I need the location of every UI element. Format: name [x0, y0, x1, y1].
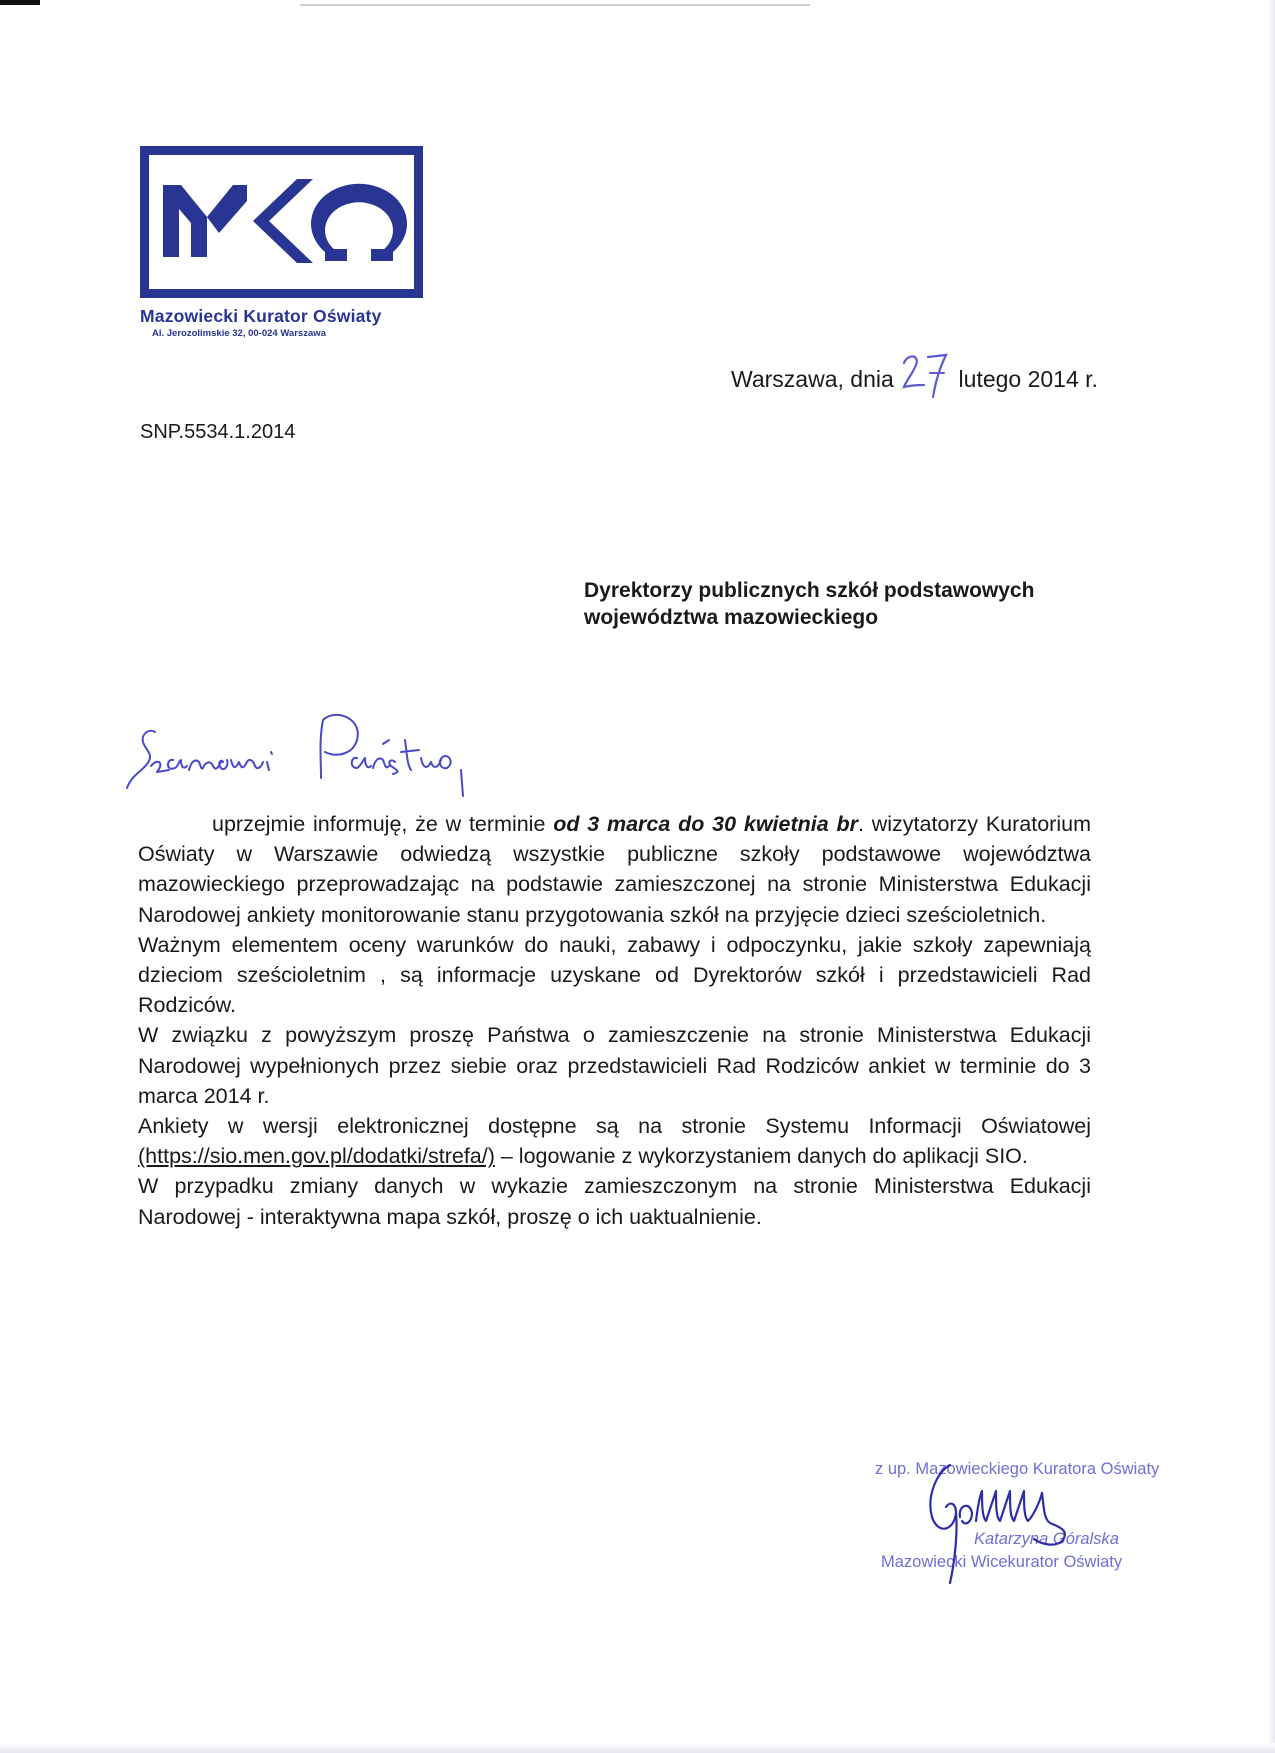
recipient-line-2: województwa mazowieckiego [584, 606, 879, 629]
paragraph-3: W związku z powyższym proszę Państwa o zamieszczenie na stronie Ministerstwa Edukacji Narodowej wypełnionych przez siebie oraz przedstawicieli Rad Rodziców ankiet w terminie do 3 marca 2014 r. [138, 1023, 1091, 1108]
signatory-name: Katarzyna Góralska [974, 1530, 1119, 1548]
org-name: Mazowiecki Kurator Oświaty [140, 306, 382, 326]
signatory-title: Mazowiecki Wicekurator Oświaty [881, 1553, 1123, 1571]
org-address: Al. Jerozolimskie 32, 00-024 Warszawa [152, 328, 326, 339]
sio-link[interactable]: (https://sio.men.gov.pl/dodatki/strefa/) [138, 1144, 495, 1169]
letter-body [138, 809, 1091, 1232]
paragraph-5: W przypadku zmiany danych w wykazie zamieszczonym na stronie Ministerstwa Edukacji Narodowej - interaktywna mapa szkół, proszę o ich uaktualnienie. [138, 1174, 1091, 1229]
date-suffix: lutego 2014 r. [958, 366, 1098, 392]
scan-right-edge [1267, 0, 1275, 1753]
greeting-handwriting [125, 700, 545, 810]
date-prefix: Warszawa, dnia [731, 366, 894, 392]
signature-authority-line: z up. Mazowieckiego Kuratora Oświaty [875, 1460, 1160, 1478]
reference-number: SNP.5534.1.2014 [140, 421, 296, 443]
date-range-emphasis: od 3 marca do 30 kwietnia br [553, 812, 858, 836]
scan-mark [0, 0, 40, 5]
paragraph-2: Ważnym elementem oceny warunków do nauki, zabawy i odpoczynku, jakie szkoły zapewniają dzieciom sześcioletnim , są informacje uzyskane od Dyrektorów szkół i przedstawicieli Rad Rodziców. [138, 932, 1091, 1018]
recipient-block [584, 577, 1034, 631]
scan-bottom-edge [0, 1743, 1275, 1753]
scan-edge-line [300, 4, 810, 6]
mko-logo-mark [149, 155, 414, 289]
handwritten-day-glyphs [900, 349, 952, 399]
paragraph-4: Ankiety w wersji elektronicznej dostępne są na stronie Systemu Informacji Oświatowej (https://sio.men.gov.pl/dodatki/strefa/) – logowanie z wykorzystaniem danych do aplikacji SIO. [138, 1114, 1091, 1169]
handwritten-signature [910, 1455, 1110, 1585]
paragraph-1: uprzejmie informuję, że w terminie od 3 marca do 30 kwietnia br. wizytatorzy Kuratorium Oświaty w Warszawie odwiedzą wszystkie publiczne szkoły podstawowe województwa mazowieckiego przeprowadzając na podstawie zamieszczonej na stronie Ministerstwa Edukacji Narodowej ankiety monitorowanie stanu przygotowania szkół na przyjęcie dzieci sześcioletnich. [138, 812, 1091, 927]
mko-logo [140, 146, 423, 298]
handwritten-day [900, 377, 952, 387]
handwritten-greeting [125, 700, 545, 815]
recipient-line-1: Dyrektorzy publicznych szkół podstawowych [584, 579, 1035, 602]
letter-date [731, 366, 1098, 393]
